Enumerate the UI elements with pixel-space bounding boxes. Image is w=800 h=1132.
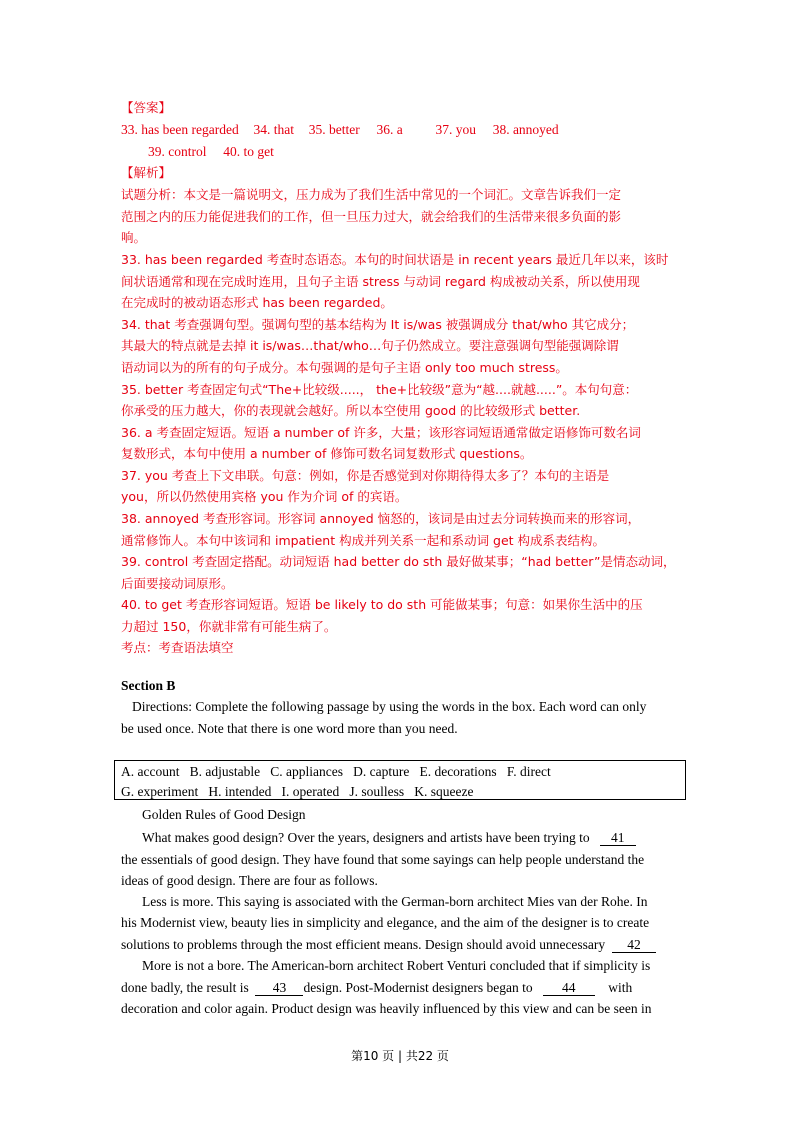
passage-line: his Modernist view, beauty lies in simplicity and elegance, and the aim of the designer is to create [121, 915, 650, 930]
word-option: H. intended [208, 784, 272, 799]
analysis-line: 40. to get 考查形容词短语。短语 be likely to do sth 可能做某事；句意：如果你生活中的压 [121, 597, 643, 612]
analysis-line: 34. that 考查强调句型。强调句型的基本结构为 It is/was 被强调成分 that/who 其它成分； [121, 317, 635, 332]
analysis-line: 其最大的特点就是去掉 it is/was…that/who…句子仍然成立。要注意强调句型能强调除谓 [121, 338, 619, 353]
word-box [114, 760, 686, 800]
answer-35: 35. better [308, 122, 360, 137]
word-box-row [121, 784, 473, 800]
passage-line [121, 936, 656, 954]
analysis-line: 37. you 考查上下文串联。句意：例如，你是否感觉到对你期待得太多了？本句的主语是 [121, 468, 610, 483]
passage-text: What makes good design? Over the years, designers and artists have been trying to [142, 830, 590, 845]
analysis-line: 38. annoyed 考查形容词。形容词 annoyed 恼怒的，该词是由过去分词转换而来的形容词， [121, 511, 641, 526]
answer-39: 39. control [148, 144, 207, 159]
analysis-line: 范围之内的压力能促进我们的工作，但一旦压力过大，就会给我们的生活带来很多负面的影 [121, 209, 622, 224]
section-title: Section B [121, 678, 176, 693]
analysis-line: 响。 [121, 230, 147, 245]
answer-34: 34. that [253, 122, 294, 137]
analysis-line: 后面要接动词原形。 [121, 576, 234, 591]
analysis-line: 35. better 考查固定句式“The+比较级.....， the+比较级”意为“越....就越.....”。本句句意： [121, 382, 638, 397]
passage-line: decoration and color again. Product design was heavily influenced by this view and can be seen in [121, 1001, 652, 1016]
directions-line: be used once. Note that there is one word more than you need. [121, 721, 458, 736]
word-option: D. capture [353, 764, 410, 779]
word-box-row [121, 764, 551, 780]
analysis-line: 间状语通常和现在完成时连用，且句子主语 stress 与动词 regard 构成被动关系，所以使用现 [121, 274, 640, 289]
page-footer: 第10 页 | 共22 页 [351, 1049, 449, 1063]
word-option: K. squeeze [414, 784, 474, 799]
passage-line: ideas of good design. There are four as follows. [121, 873, 378, 888]
answers-line-2 [148, 143, 274, 161]
passage-text: done badly, the result is [121, 980, 249, 995]
blank-41: 41 [600, 831, 636, 846]
answer-40: 40. to get [223, 144, 274, 159]
passage-line [121, 979, 632, 997]
analysis-line: 试题分析：本文是一篇说明文，压力成为了我们生活中常见的一个词汇。文章告诉我们一定 [121, 187, 622, 202]
answer-header: 【答案】 [121, 100, 172, 115]
word-option: F. direct [506, 764, 551, 779]
passage-text: with [608, 980, 633, 995]
passage-text: solutions to problems through the most efficient means. Design should avoid unnecessary [121, 937, 606, 952]
passage-title: Golden Rules of Good Design [142, 807, 306, 822]
analysis-line: 通常修饰人。本句中该词和 impatient 构成并列关系一起和系动词 get 构成系表结构。 [121, 533, 606, 548]
analysis-line: you，所以仍然使用宾格 you 作为介词 of 的宾语。 [121, 489, 408, 504]
analysis-line: 复数形式，本句中使用 a number of 修饰可数名词复数形式 questions。 [121, 446, 533, 461]
analysis-line: 语动词以为的所有的句子成分。本句强调的是句子主语 only too much stress。 [121, 360, 568, 375]
blank-44: 44 [543, 981, 595, 996]
analysis-line: 33. has been regarded 考查时态语态。本句的时间状语是 in recent years 最近几年以来，该时 [121, 252, 669, 267]
answer-38: 38. annoyed [492, 122, 559, 137]
passage-line: More is not a bore. The American-born architect Robert Venturi concluded that if simplicity is [142, 958, 651, 973]
analysis-line: 在完成时的被动语态形式 has been regarded。 [121, 295, 393, 310]
answer-36: 36. a [376, 122, 403, 137]
blank-43: 43 [255, 981, 303, 996]
passage-line: the essentials of good design. They have found that some sayings can help people understand the [121, 852, 645, 867]
answer-37: 37. you [435, 122, 476, 137]
word-option: I. operated [281, 784, 340, 799]
answer-33: 33. has been regarded [121, 122, 239, 137]
word-option: C. appliances [270, 764, 343, 779]
word-option: B. adjustable [189, 764, 261, 779]
directions-line: Directions: Complete the following passage by using the words in the box. Each word can only [132, 699, 647, 714]
analysis-line: 39. control 考查固定搭配。动词短语 had better do sth 最好做某事；“had better”是情态动词， [121, 554, 676, 569]
word-option: E. decorations [419, 764, 497, 779]
analysis-line: 考点：考查语法填空 [121, 640, 234, 655]
passage-line: Less is more. This saying is associated with the German-born architect Mies van der Rohe. In [142, 894, 648, 909]
analysis-line: 力超过 150，你就非常有可能生病了。 [121, 619, 337, 634]
analysis-line: 你承受的压力越大，你的表现就会越好。所以本空使用 good 的比较级形式 better. [121, 403, 581, 418]
analysis-line: 36. a 考查固定短语。短语 a number of 许多，大量；该形容词短语通常做定语修饰可数名词 [121, 425, 641, 440]
passage-line [142, 829, 636, 847]
word-option: J. soulless [349, 784, 405, 799]
passage-text: design. Post-Modernist designers began to [303, 980, 533, 995]
word-option: A. account [121, 764, 180, 779]
analysis-header: 【解析】 [121, 165, 172, 180]
answers-line-1 [121, 121, 559, 139]
blank-42: 42 [612, 938, 656, 953]
word-option: G. experiment [121, 784, 199, 799]
